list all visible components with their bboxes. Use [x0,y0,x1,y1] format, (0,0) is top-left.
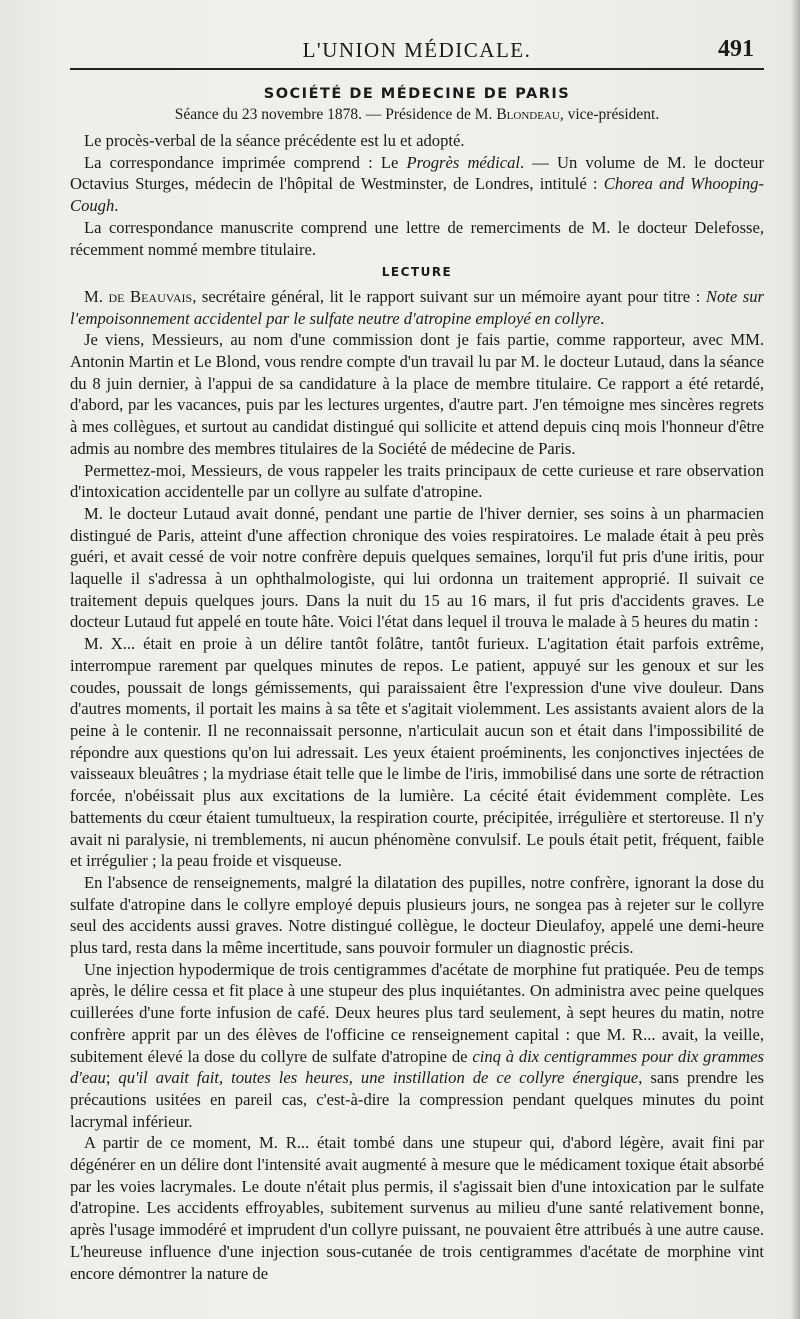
intro-text-b: . [600,308,605,328]
paragraph-proces-verbal: Le procès-verbal de la séance précédente est lu et adopté. [84,131,465,150]
paragraph-correspondance-manuscrite: La correspondance manuscrite comprend une lettre de remerciments de M. le docteur Delefosse, récemment nommé membre titulaire. [70,217,764,259]
page-number: 491 [718,36,754,62]
society-title: SOCIÉTÉ DE MÉDECINE DE PARIS [263,86,571,102]
intro-memoir-title: Note sur l'empoisonnement accidentel par le sulfate neutre d'atropine employé en collyre [70,286,764,328]
paragraph-report-4: M. X... était en proie à un délire tantôt folâtre, tantôt furieux. L'agitation était parfois extrême, interrompue rarement par quelques minutes de repos. Le patient, appuyé sur les genoux et sur les coudes, poussait de longs gémissements, qui paraissaient être l'expression d'une vive douleur. Dans d'autres moments, il portait les mains à sa tête et s'agitait violemment. Les assistants avaient alors de la peine à le contenir. Il ne reconnaissait personne, n'articulait aucun son et était dans l'impossibilité de répondre aux questions qu'on lui adressait. Les yeux étaient proéminents, les conjonctives injectées de vaisseaux bleuâtres ; la mydriase était telle que le limbe de l'iris, immobilisé dans une sorte de rétraction forcée, n'obéissait plus aux excitations de la lumière. La cécité était évidemment complète. Les battements du cœur étaient tumultueux, la respiration courte, précipitée, irrégulière et stertoreuse. Il n'y avait ni paralysie, ni tremblements, ni aucun phénomène convulsif. Le pouls était petit, fréquent, faible et irrégulier ; la peau froide et visqueuse. [70,634,764,871]
p2-journal-title: Progrès médical [406,152,520,172]
session-text: Séance du 23 novembre 1878. — Présidence de M. [174,106,493,123]
lecture-heading: LECTURE [381,265,453,280]
r6-text-b: ; [105,1068,119,1088]
r6-text-a: Une injection hypodermique de trois centigrammes d'acétate de morphine fut pratiquée. Peu de temps après, le délire cessa et fit place à une stupeur des plus inquiétantes. On administra avec peine quelques cuillerées d'une forte infusion de café. Deux heures plus tard seulement, à sept heures du matin, notre confrère apprit par un des élèves de l'officine ce renseignement capital : que M. R... avait, la veille, subitement élevé la dose du collyre de sulfate d'atropine de [70,959,764,1066]
paragraph-report-3: M. le docteur Lutaud avait donné, pendant une partie de l'hiver dernier, ses soins à un pharmacien distingué de Paris, atteint d'une affection chronique des voies respiratoires. Le malade était à peu près guéri, et avait cessé de voir notre confrère depuis quelques semaines, lorqu'il fut pris d'une iritis, pour laquelle il s'adressa à un ophthalmologiste, qui lui ordonna un traitement approprié. Il suivait ce traitement depuis quelques jours. Dans la nuit du 15 au 16 mars, il fut pris d'accidents graves. Le docteur Lutaud fut appelé en toute hâte. Voici l'état dans lequel il trouva le malade à 5 heures du matin : [70,503,764,632]
intro-text-a: , secrétaire général, lit le rapport suivant sur un mémoire ayant pour titre : [192,286,706,306]
session-suffix: , vice-président. [559,106,660,123]
p2-text-c: . [114,196,119,216]
paragraph-report-5: En l'absence de renseignements, malgré la dilatation des pupilles, notre confrère, ignorant la dose du sulfate d'atropine dans le collyre employé depuis plusieurs jours, ne songea pas à rejeter sur le collyre seul des accidents aussi graves. Notre distingué collègue, le docteur Dieulafoy, appelé une demi-heure plus tard, resta dans la même incertitude, sans pouvoir formuler un diagnostic précis. [70,872,764,958]
running-title: L'UNION MÉDICALE. [302,38,532,62]
r6-italic-2: qu'il avait fait, toutes les heures, une instillation de ce collyre énergique [118,1068,639,1088]
p2-book-title: Chorea and Whooping-Cough [70,174,764,216]
r6-text-c: , sans prendre les précautions usitées en pareil cas, c'est-à-dire la compression pendant quelques minutes du point lacrymal inférieur. [70,1068,764,1131]
header-rule [70,68,764,70]
intro-m: M. [84,286,109,306]
paragraph-report-6 [70,959,764,1133]
session-president: Blondeau [496,106,560,123]
intro-name: de Beauvais [108,286,193,306]
paragraph-report-7: A partir de ce moment, M. R... était tombé dans une stupeur qui, d'abord légère, avait fini par dégénérer en un délire dont l'intensité avait augmenté à mesure que le médicament toxique était absorbé par les voies lacrymales. Le doute n'était plus permis, il s'agissait bien d'une intoxication par le sulfate d'atropine. Les accidents effroyables, subitement survenus au milieu d'une santé relativement bonne, après l'usage immodéré et imprudent d'un collyre puissant, ne pouvaient être attribués à une autre cause. L'heureuse influence d'une injection sous-cutanée de trois centigrammes d'acétate de morphine vint encore démontrer la nature de [70,1133,764,1283]
running-head [70,26,764,66]
r6-italic-1: cinq à dix centigrammes pour dix grammes d'eau [70,1046,764,1088]
p2-text-a: La correspondance imprimée comprend : Le [84,152,407,172]
paragraph-report-1: Je viens, Messieurs, au nom d'une commission dont je fais partie, comme rapporteur, avec MM. Antonin Martin et Le Blond, vous rendre compte d'un travail lu par M. le docteur Lutaud, dans la séance du 8 juin dernier, à l'appui de sa candidature à la place de membre titulaire. Ce rapport a été retardé, d'abord, par les vacances, puis par les lectures urgentes, d'autre part. J'en témoigne mes sincères regrets à mes collègues, et surtout au candidat distingué qui sollicite et attend depuis cinq mois l'honneur d'être admis au nombre des membres titulaires de la Société de médecine de Paris. [70,330,764,458]
p2-text-b: . — Un volume de M. le docteur Octavius Sturges, médecin de l'hôpital de Westminster, de Londres, intitulé : [70,152,764,194]
session-line [70,106,764,124]
article-body [70,130,764,1284]
paragraph-report-2: Permettez-moi, Messieurs, de vous rappeler les traits principaux de cette curieuse et rare observation d'intoxication accidentelle par un collyre au sulfate d'atropine. [70,460,764,502]
paragraph-report-intro [70,286,764,329]
paragraph-correspondance-imprimee [70,152,764,217]
